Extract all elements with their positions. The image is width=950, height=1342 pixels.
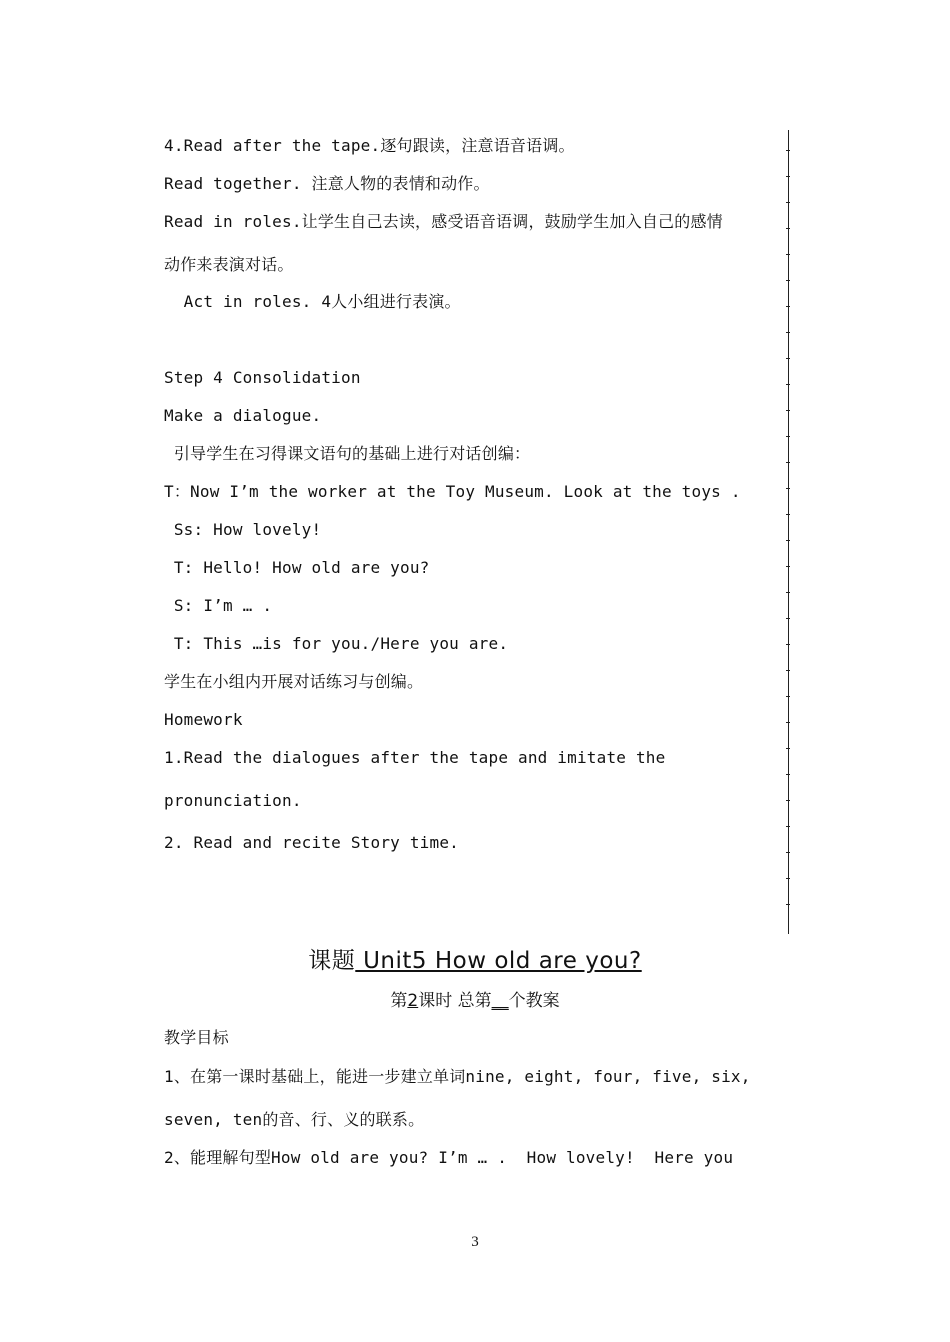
lesson-title [0,946,950,976]
border-tick [786,696,790,697]
homework-item: pronunciation. [164,791,302,810]
subtitle-part: 第 [390,991,408,1011]
text-line: 4.Read after the tape.逐句跟读，注意语音语调。 [164,136,575,155]
lesson-number: 2 [407,991,419,1011]
border-tick [786,176,790,177]
border-tick [786,592,790,593]
text-line: Read in roles.让学生自己去读，感受语音语调，鼓励学生加入自己的感情 [164,212,723,231]
dialogue-line: T：Now I’m the worker at the Toy Museum. Look at the toys . [164,482,741,501]
border-tick [786,410,790,411]
border-tick [786,280,790,281]
text-line: 学生在小组内开展对话练习与创编。 [164,672,424,691]
border-tick [786,878,790,879]
objective-item: 2、能理解句型How old are you? I’m … . How lovely! Here you [164,1148,734,1167]
border-tick [786,306,790,307]
text-line: Make a dialogue. [164,406,322,425]
dialogue-line: S: I’m … . [164,596,273,615]
border-tick [786,800,790,801]
title-prefix: 课题 [308,948,356,974]
homework-item: 1.Read the dialogues after the tape and imitate the [164,748,666,767]
text-line: Read together. 注意人物的表情和动作。 [164,174,490,193]
border-tick [786,462,790,463]
lesson-subtitle [0,990,950,1012]
border-tick [786,202,790,203]
text-line: Act in roles. 4人小组进行表演。 [164,292,461,311]
text-line: 引导学生在习得课文语句的基础上进行对话创编： [164,444,531,463]
dialogue-line: T: This …is for you./Here you are. [164,634,509,653]
border-tick [786,774,790,775]
dialogue-line: T: Hello! How old are you? [164,558,430,577]
border-tick [786,384,790,385]
title-text: Unit5 How old are you? [355,948,642,974]
subtitle-part: 个教案 [508,991,560,1011]
border-tick [786,488,790,489]
homework-item: 2. Read and recite Story time. [164,833,459,852]
border-tick [786,852,790,853]
border-tick [786,540,790,541]
homework-heading: Homework [164,710,243,729]
border-tick [786,670,790,671]
border-tick [786,228,790,229]
border-tick [786,644,790,645]
border-tick [786,904,790,905]
border-tick [786,254,790,255]
border-tick [786,150,790,151]
right-border-rule [788,130,789,934]
border-tick [786,722,790,723]
dialogue-line: Ss: How lovely! [164,520,322,539]
border-tick [786,358,790,359]
border-tick [786,514,790,515]
total-number-blank: __ [491,991,509,1011]
subtitle-part: 课时 总第 [418,991,492,1011]
border-tick [786,566,790,567]
page-number: 3 [471,1234,479,1250]
text-line: Step 4 Consolidation [164,368,361,387]
text-line: 动作来表演对话。 [164,255,294,274]
border-tick [786,748,790,749]
objective-item: seven, ten的音、行、义的联系。 [164,1110,425,1129]
border-tick [786,332,790,333]
border-tick [786,826,790,827]
objective-item: 1、在第一课时基础上，能进一步建立单词nine, eight, four, five, six, [164,1067,751,1086]
border-tick [786,436,790,437]
objectives-heading: 教学目标 [164,1028,229,1047]
border-tick [786,618,790,619]
